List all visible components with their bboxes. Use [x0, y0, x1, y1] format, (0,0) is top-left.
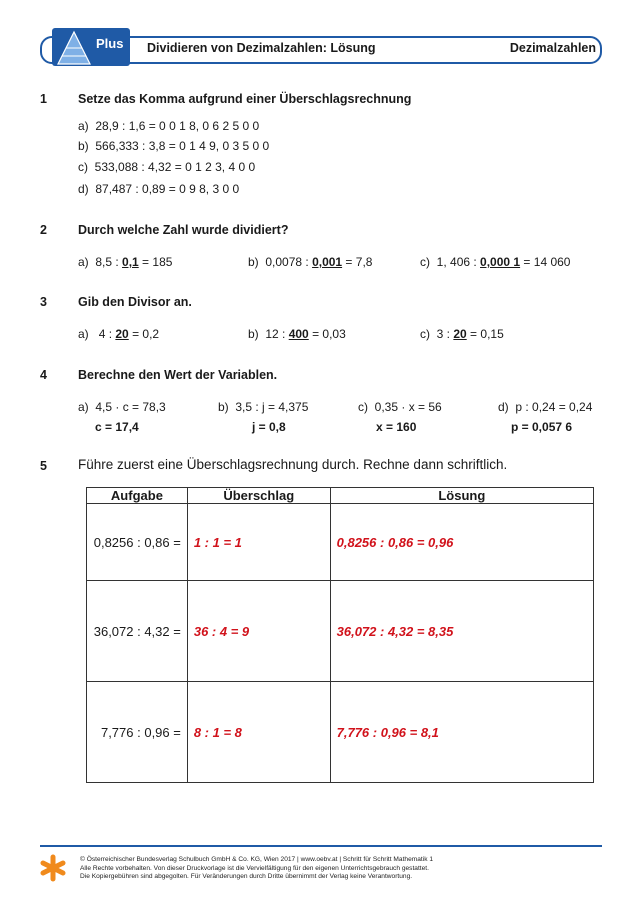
task-4a: a) 4,5 · c = 78,3 — [78, 400, 166, 414]
table-row — [87, 581, 594, 682]
task-cell: 36,072 : 4,32 = — [87, 581, 188, 682]
footer-divider — [40, 845, 602, 847]
star-logo-icon — [40, 854, 66, 887]
task-2c: c) 1, 406 : 0,000 1 = 14 060 — [420, 255, 571, 269]
task-4b-result: j = 0,8 — [252, 420, 286, 434]
task-2-question: Durch welche Zahl wurde dividiert? — [78, 223, 289, 237]
task-3-number: 3 — [40, 295, 47, 309]
task-4-number: 4 — [40, 368, 47, 382]
task-4-question: Berechne den Wert der Variablen. — [78, 368, 278, 382]
estimate-cell: 1 : 1 = 1 — [187, 504, 330, 581]
column-header: Überschlag — [187, 488, 330, 504]
task-2-number: 2 — [40, 223, 47, 237]
calculation-table — [86, 487, 594, 783]
task-1b: b) 566,333 : 3,8 = 0 1 4 9, 0 3 5 0 0 — [78, 139, 270, 153]
task-3b: b) 12 : 400 = 0,03 — [248, 327, 346, 341]
estimate-cell: 36 : 4 = 9 — [187, 581, 330, 682]
task-1a: a) 28,9 : 1,6 = 0 0 1 8, 0 6 2 5 0 0 — [78, 119, 260, 133]
task-3a: a) 4 : 20 = 0,2 — [78, 327, 160, 341]
table-row — [87, 682, 594, 783]
task-4b: b) 3,5 : j = 4,375 — [218, 400, 309, 414]
copyright-notice: © Österreichischer Bundesverlag Schulbuch GmbH & Co. KG, Wien 2017 | www.oebv.at | Schritt für Schritt Mathematik 1 Alle Rechte vorbehalten. Von dieser Druckvorlage ist die Vervielfältigung für den eigenen Unterrichtsgebrauch gestattet. Die Kopiergebühren sind abgegolten. Für Veränderungen durch Dritte übernimmt der Verlag keine Verantwortung. — [80, 856, 434, 881]
page-title: Dividieren von Dezimalzahlen: Lösung — [147, 41, 376, 55]
task-2a: a) 8,5 : 0,1 = 185 — [78, 255, 173, 269]
task-4a-result: c = 17,4 — [95, 420, 139, 434]
task-4d: d) p : 0,24 = 0,24 — [498, 400, 593, 414]
task-1c: c) 533,088 : 4,32 = 0 1 2 3, 4 0 0 — [78, 160, 256, 174]
column-header: Lösung — [330, 488, 593, 504]
task-1d: d) 87,487 : 0,89 = 0 9 8, 3 0 0 — [78, 182, 240, 196]
solution-cell: 0,8256 : 0,86 = 0,96 — [330, 504, 593, 581]
page-topic: Dezimalzahlen — [509, 41, 596, 55]
task-cell: 7,776 : 0,96 = — [87, 682, 188, 783]
task-1-number: 1 — [40, 92, 47, 106]
task-cell: 0,8256 : 0,86 = — [87, 504, 188, 581]
task-4c: c) 0,35 · x = 56 — [358, 400, 442, 414]
task-3c: c) 3 : 20 = 0,15 — [420, 327, 504, 341]
solution-cell: 36,072 : 4,32 = 8,35 — [330, 581, 593, 682]
column-header: Aufgabe — [87, 488, 188, 504]
task-4d-result: p = 0,057 6 — [511, 420, 573, 434]
task-4c-result: x = 160 — [376, 420, 417, 434]
task-1-question: Setze das Komma aufgrund einer Überschlagsrechnung — [78, 92, 412, 106]
task-2b: b) 0,0078 : 0,001 = 7,8 — [248, 255, 373, 269]
task-5-question: Führe zuerst eine Überschlagsrechnung durch. Rechne dann schriftlich. — [78, 457, 508, 472]
estimate-cell: 8 : 1 = 8 — [187, 682, 330, 783]
logo-text: Plus — [96, 36, 124, 51]
task-5-number: 5 — [40, 459, 47, 473]
table-header-row — [87, 488, 594, 504]
task-3-question: Gib den Divisor an. — [78, 295, 192, 309]
table-row — [87, 504, 594, 581]
solution-cell: 7,776 : 0,96 = 8,1 — [330, 682, 593, 783]
